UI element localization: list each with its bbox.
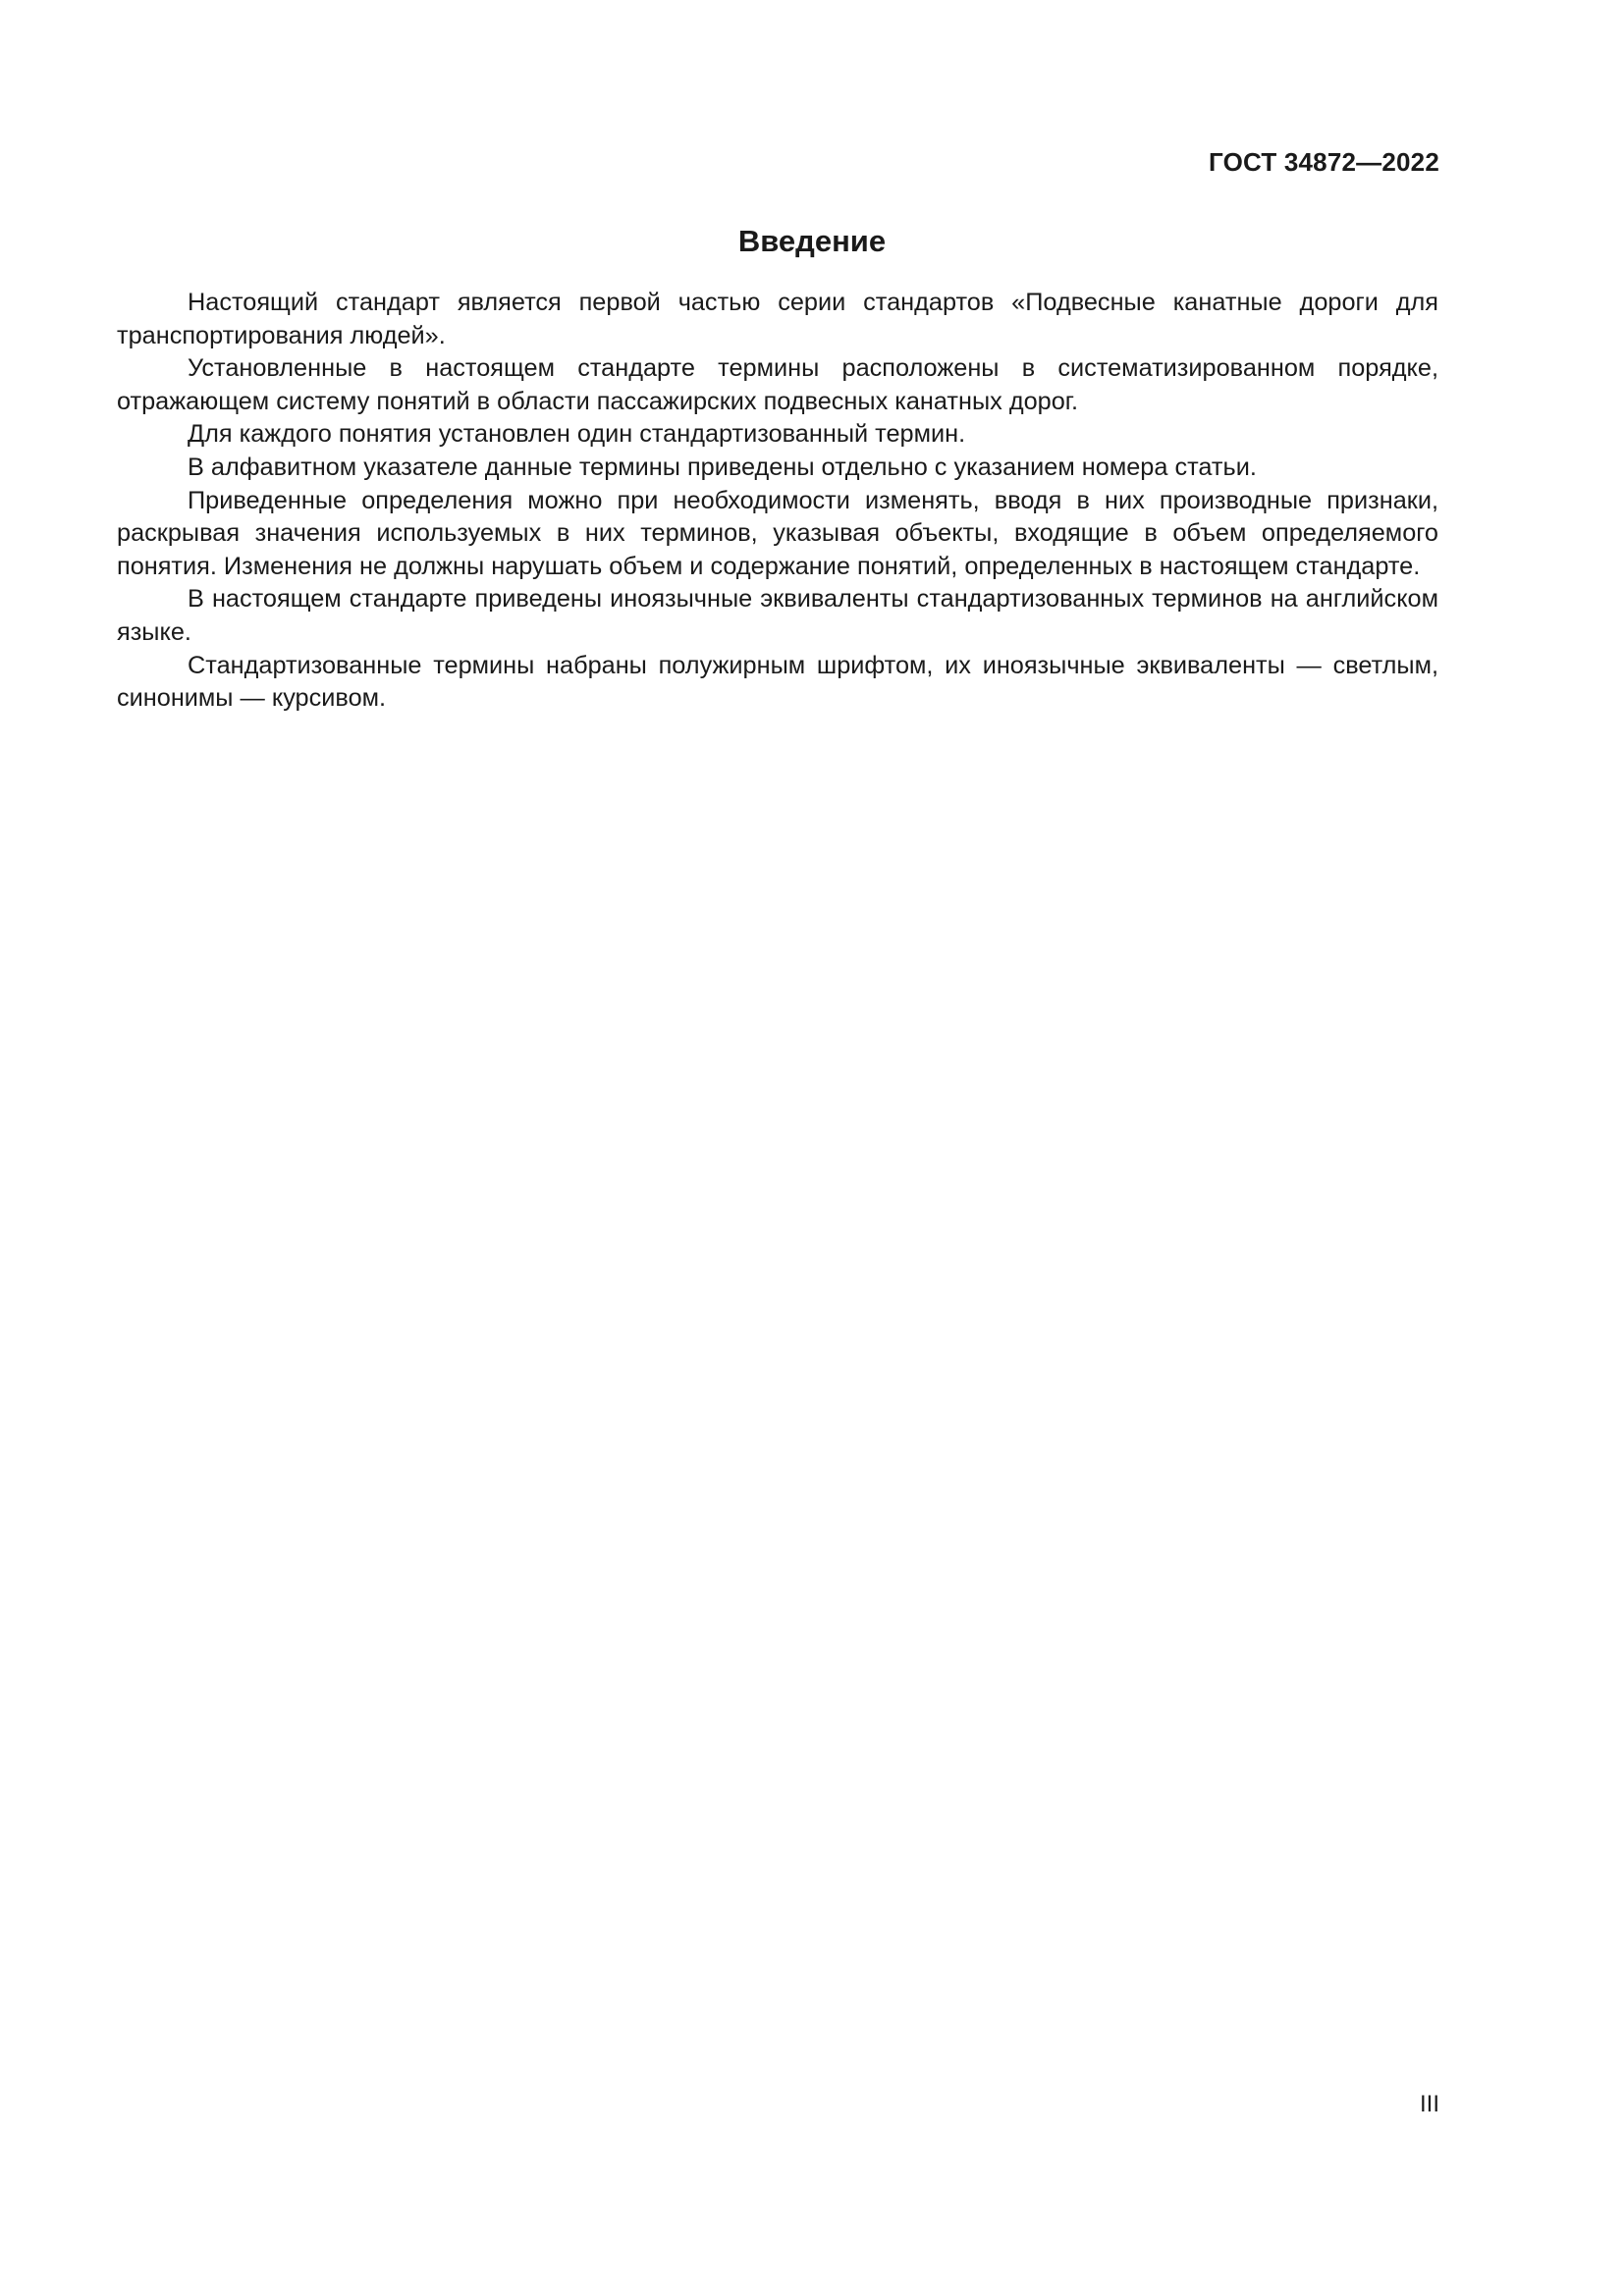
- paragraph: В настоящем стандарте приведены иноязычные эквиваленты стандартизованных терминов на английском языке.: [117, 585, 1438, 646]
- introduction-body: [117, 287, 1438, 716]
- paragraph: Для каждого понятия установлен один стандартизованный термин.: [188, 420, 966, 449]
- document-code: ГОСТ 34872—2022: [1209, 147, 1439, 177]
- paragraph: Установленные в настоящем стандарте термины расположены в систематизированном порядке, отражающем систему понятий в области пассажирских подвесных канатных дорог.: [117, 354, 1438, 415]
- page-number: III: [1419, 2091, 1439, 2117]
- paragraph: Настоящий стандарт является первой частью серии стандартов «Подвесные канатные дороги для транспортирования людей».: [117, 289, 1438, 349]
- paragraph: В алфавитном указателе данные термины приведены отдельно с указанием номера статьи.: [188, 453, 1257, 481]
- paragraph: Приведенные определения можно при необходимости изменять, вводя в них производные признаки, раскрывая значения используемых в них терминов, указывая объекты, входящие в объем определяемого понятия. Изменения не должны нарушать объем и содержание понятий, определенных в настоящем стандарте.: [117, 486, 1438, 580]
- paragraph: Стандартизованные термины набраны полужирным шрифтом, их иноязычные эквиваленты — светлым, синонимы — курсивом.: [117, 651, 1438, 713]
- section-title: Введение: [737, 224, 887, 258]
